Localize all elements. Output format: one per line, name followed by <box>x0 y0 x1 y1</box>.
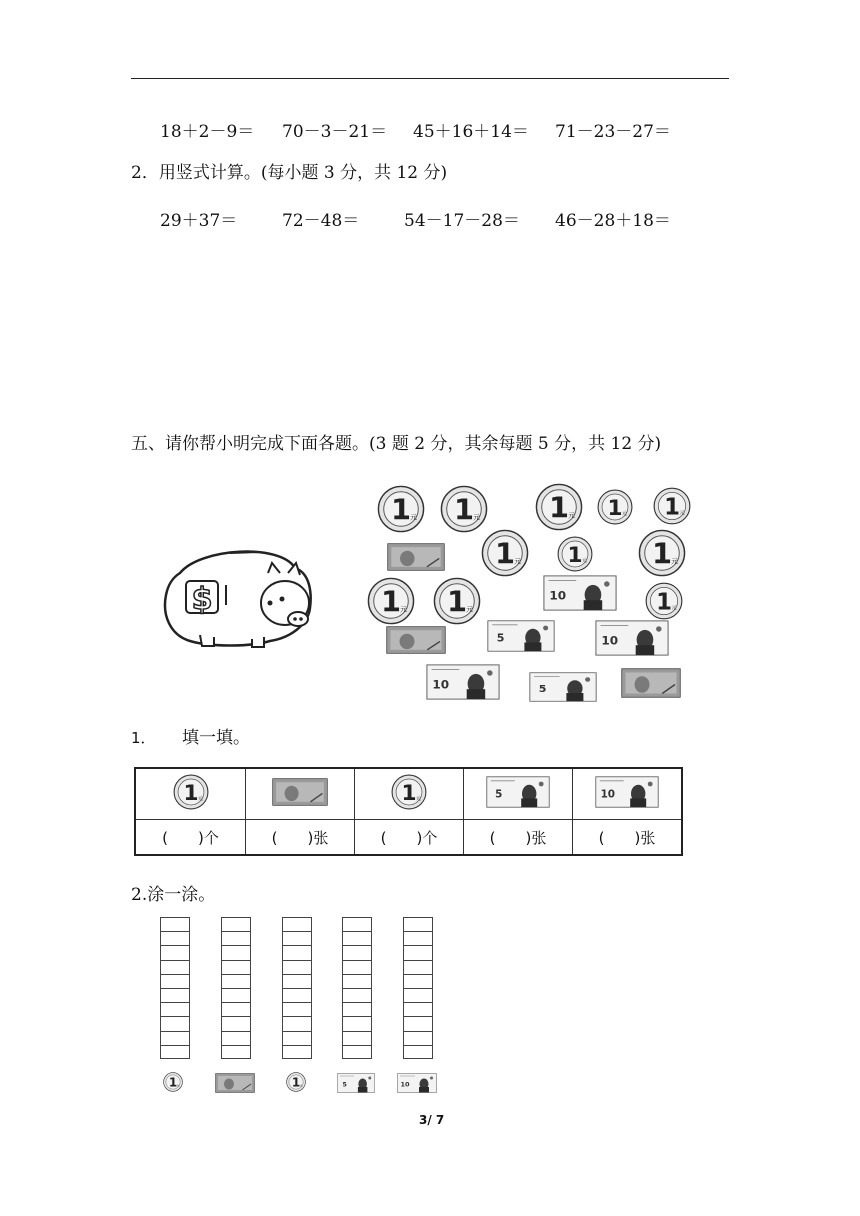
answer-blank-1[interactable]: ( )个 <box>135 820 246 856</box>
coin <box>653 487 691 529</box>
answer-blank-5[interactable]: ( )张 <box>573 820 683 856</box>
one-yuan-note-icon <box>387 543 445 571</box>
cell-coin-2 <box>355 768 464 820</box>
svg-text:1: 1 <box>182 780 199 806</box>
coin <box>557 536 593 576</box>
five-yuan-note-icon <box>337 1073 375 1093</box>
svg-text:元: 元 <box>671 557 678 566</box>
one-yuan-coin-icon <box>638 529 686 577</box>
svg-text:元: 元 <box>410 513 417 522</box>
svg-text:1: 1 <box>453 492 475 527</box>
svg-text:10: 10 <box>600 788 616 801</box>
ten-yuan-note-icon <box>543 575 617 611</box>
svg-text:元: 元 <box>581 557 587 564</box>
section-5-title: 五、请你帮小明完成下面各题。(3 题 2 分，其余每题 5 分，共 12 分) <box>131 434 662 454</box>
one-yuan-note-icon <box>272 778 328 806</box>
cell-note-5 <box>464 768 573 820</box>
svg-text:5: 5 <box>538 683 547 696</box>
svg-text:元: 元 <box>415 795 421 802</box>
question-2-title: 2．用竖式计算。(每小题 3 分，共 12 分) <box>131 163 448 183</box>
table-item-icon <box>272 778 328 810</box>
column-label-icon <box>337 1073 375 1097</box>
svg-text:元: 元 <box>176 1083 180 1088</box>
q1-text: 填一填。 <box>182 728 250 748</box>
one-yuan-coin-icon <box>653 487 691 525</box>
answer-blank-2[interactable]: ( )张 <box>246 820 355 856</box>
color-column-1[interactable] <box>160 917 190 1059</box>
banknote <box>621 668 681 702</box>
cell-note-10 <box>573 768 683 820</box>
equation-2: 70－3－21＝ <box>282 122 388 142</box>
svg-text:元: 元 <box>197 795 203 802</box>
svg-text:1: 1 <box>401 780 417 806</box>
coin <box>535 483 583 535</box>
svg-text:元: 元 <box>514 557 521 566</box>
svg-text:1: 1 <box>380 584 402 619</box>
banknote <box>529 672 597 706</box>
piggy-dollar-sign: $ <box>191 582 213 617</box>
coin <box>367 577 415 629</box>
svg-text:5: 5 <box>495 788 503 801</box>
one-yuan-coin-icon <box>597 489 633 525</box>
one-yuan-coin-icon <box>367 577 415 625</box>
ten-yuan-note-icon <box>397 1073 437 1093</box>
color-column-4[interactable] <box>342 917 372 1059</box>
one-yuan-coin-icon <box>163 1072 183 1092</box>
table-item-icon <box>486 776 550 812</box>
banknote <box>487 620 555 656</box>
svg-text:1: 1 <box>567 542 583 568</box>
svg-text:10: 10 <box>400 1080 410 1089</box>
equation-6: 72－48＝ <box>282 211 360 231</box>
coin <box>377 485 425 537</box>
table-item-icon <box>391 774 427 814</box>
equation-8: 46－28＋18＝ <box>555 211 671 231</box>
one-yuan-coin-icon <box>433 577 481 625</box>
q1-label: 1． <box>131 729 156 747</box>
svg-text:5: 5 <box>342 1081 347 1089</box>
svg-text:1: 1 <box>651 536 673 571</box>
svg-text:1: 1 <box>168 1075 178 1090</box>
one-yuan-coin-icon <box>377 485 425 533</box>
banknote <box>386 626 446 658</box>
svg-text:1: 1 <box>291 1075 301 1090</box>
one-yuan-coin-icon <box>557 536 593 572</box>
one-yuan-note-icon <box>621 668 681 698</box>
one-yuan-coin-icon <box>481 529 529 577</box>
column-label-icon <box>286 1072 306 1096</box>
answer-blank-4[interactable]: ( )张 <box>464 820 573 856</box>
banknote <box>426 664 500 704</box>
coin <box>481 529 529 581</box>
equation-5: 29＋37＝ <box>160 211 238 231</box>
cell-note-1 <box>246 768 355 820</box>
q2b-text: 2.涂一涂。 <box>131 885 216 905</box>
svg-text:元: 元 <box>671 605 677 612</box>
coin <box>645 582 683 624</box>
ten-yuan-note-icon <box>595 776 659 808</box>
color-column-5[interactable] <box>403 917 433 1059</box>
one-yuan-note-icon <box>215 1073 255 1093</box>
banknote <box>595 620 669 660</box>
svg-text:元: 元 <box>568 511 575 520</box>
five-yuan-note-icon <box>486 776 550 808</box>
header-rule <box>131 78 729 79</box>
banknote <box>387 543 445 575</box>
one-yuan-coin-icon <box>286 1072 306 1092</box>
equation-7: 54－17－28＝ <box>404 211 520 231</box>
table-item-icon <box>595 776 659 812</box>
equation-4: 71－23－27＝ <box>555 122 671 142</box>
page-number: 3/ 7 <box>419 1113 445 1127</box>
svg-text:1: 1 <box>607 495 623 521</box>
svg-text:1: 1 <box>656 589 672 616</box>
coin <box>638 529 686 581</box>
svg-text:元: 元 <box>466 605 473 614</box>
svg-text:10: 10 <box>601 633 619 648</box>
equation-3: 45＋16＋14＝ <box>413 122 529 142</box>
svg-text:10: 10 <box>549 588 567 603</box>
equation-1: 18＋2－9＝ <box>160 122 255 142</box>
svg-text:1: 1 <box>390 492 412 527</box>
piggy-bank-icon <box>160 543 315 648</box>
column-label-icon <box>163 1072 183 1096</box>
svg-text:1: 1 <box>494 536 516 571</box>
svg-text:元: 元 <box>621 510 627 517</box>
column-label-icon <box>397 1073 437 1097</box>
svg-text:5: 5 <box>496 631 505 645</box>
svg-text:元: 元 <box>400 605 407 614</box>
color-column-2[interactable] <box>221 917 251 1059</box>
one-yuan-coin-icon <box>173 774 209 810</box>
cell-coin-1 <box>135 768 246 820</box>
one-yuan-note-icon <box>386 626 446 654</box>
coin <box>433 577 481 629</box>
one-yuan-coin-icon <box>645 582 683 620</box>
ten-yuan-note-icon <box>595 620 669 656</box>
svg-text:1: 1 <box>664 494 680 521</box>
one-yuan-coin-icon <box>440 485 488 533</box>
svg-text:10: 10 <box>432 677 450 692</box>
ten-yuan-note-icon <box>426 664 500 700</box>
svg-text:元: 元 <box>679 510 685 517</box>
coin <box>597 489 633 529</box>
one-yuan-coin-icon <box>391 774 427 810</box>
svg-text:元: 元 <box>473 513 480 522</box>
svg-text:元: 元 <box>299 1083 303 1088</box>
banknote <box>543 575 617 615</box>
svg-text:1: 1 <box>446 584 468 619</box>
five-yuan-note-icon <box>529 672 597 702</box>
fill-in-table <box>134 767 683 856</box>
five-yuan-note-icon <box>487 620 555 652</box>
answer-blank-3[interactable]: ( )个 <box>355 820 464 856</box>
svg-text:1: 1 <box>548 490 570 525</box>
table-item-icon <box>173 774 209 814</box>
one-yuan-coin-icon <box>535 483 583 531</box>
column-label-icon <box>215 1073 255 1097</box>
color-column-3[interactable] <box>282 917 312 1059</box>
